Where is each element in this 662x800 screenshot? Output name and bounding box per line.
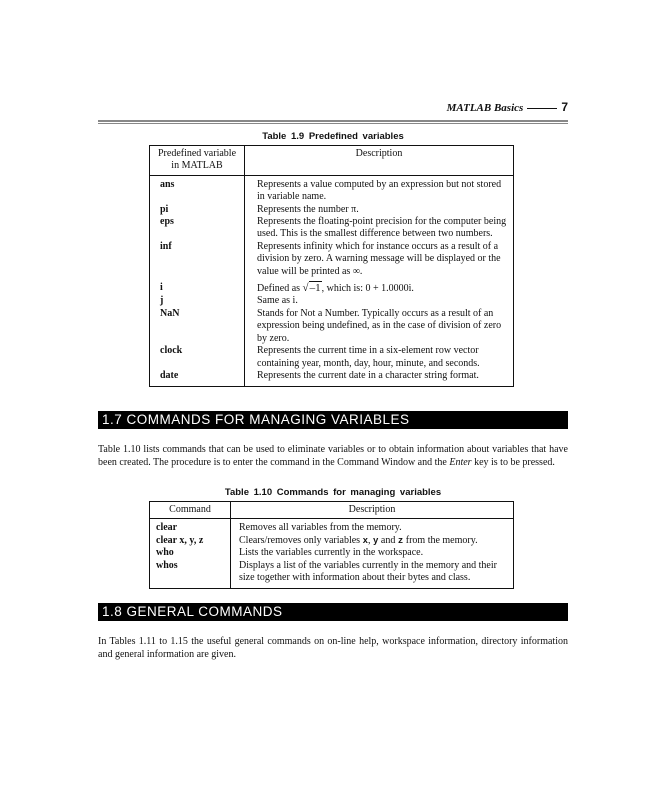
enter-key-emphasis: Enter xyxy=(449,457,472,468)
variable-description xyxy=(245,278,514,295)
radicand: –1 xyxy=(309,282,321,295)
page-number: 7 xyxy=(561,100,568,114)
variable-description: Represents infinity which for instance occurs as a result of a division by zero. A warning message will be displayed or the value will be printed as ∞. xyxy=(245,241,514,278)
var-z: z xyxy=(397,535,404,546)
header-rule xyxy=(98,120,568,124)
separator-comma: , xyxy=(367,534,371,546)
variable-name: date xyxy=(150,370,245,387)
table-row xyxy=(150,241,514,278)
table-row xyxy=(150,522,514,534)
command-name: who xyxy=(150,547,231,559)
square-root: √–1 xyxy=(302,282,321,295)
command-description: Displays a list of the variables currently in the memory and their size together with information about their bytes and class. xyxy=(231,560,514,589)
command-description: Removes all variables from the memory. xyxy=(231,522,514,534)
column-header-description: Description xyxy=(231,502,514,519)
table-managing-variables xyxy=(149,501,514,589)
variable-description: Represents the floating-point precision for the computer being used. This is the smallest difference between two numbers. xyxy=(245,216,514,241)
variable-description: Represents a value computed by an expression but not stored in variable name. xyxy=(245,179,514,204)
table-row xyxy=(150,295,514,307)
paragraph-text-end: key is to be pressed. xyxy=(474,457,555,468)
variable-description: Represents the current date in a character string format. xyxy=(245,370,514,387)
variable-description: Same as i. xyxy=(245,295,514,307)
variable-description: Stands for Not a Number. Typically occurs as a result of an expression being undefined, as in the case of division of zero by zero. xyxy=(245,308,514,345)
section-heading-1-8: 1.8 GENERAL COMMANDS xyxy=(98,603,568,621)
var-y: y xyxy=(372,535,379,546)
command-name: whos xyxy=(150,560,231,589)
separator-and: and xyxy=(380,534,396,546)
variable-name: eps xyxy=(150,216,245,241)
table-1-9-caption: Table 1.9 Predefined variables xyxy=(262,131,404,142)
command-name: clear xyxy=(150,522,231,534)
column-header-description: Description xyxy=(245,146,514,176)
variable-description: Represents the number π. xyxy=(245,204,514,216)
command-description: Lists the variables currently in the workspace. xyxy=(231,547,514,559)
section-1-7-paragraph xyxy=(98,443,568,469)
var-x: x xyxy=(362,535,368,546)
paragraph-text: Table 1.10 lists commands that can be used to eliminate variables or to obtain information about variables that have been created. The procedure is to enter the command in the Command Window and the xyxy=(98,444,568,468)
variable-name: NaN xyxy=(150,308,245,345)
table-predefined-variables xyxy=(149,145,514,387)
variable-name: i xyxy=(150,278,245,295)
command-name: clear x, y, z xyxy=(150,535,231,547)
variable-description: Represents the current time in a six-element row vector containing year, month, day, hour, minute, and seconds. xyxy=(245,345,514,370)
variable-name: ans xyxy=(150,179,245,204)
table-row xyxy=(150,216,514,241)
section-1-8-paragraph: In Tables 1.11 to 1.15 the useful general commands on on-line help, workspace information, directory information and general information are given. xyxy=(98,636,568,660)
running-head-title: MATLAB Basics xyxy=(446,102,524,114)
variable-name: pi xyxy=(150,204,245,216)
table-row xyxy=(150,204,514,216)
table-row xyxy=(150,370,514,387)
table-row xyxy=(150,560,514,589)
table-1-10-caption: Table 1.10 Commands for managing variables xyxy=(224,487,442,498)
table-row xyxy=(150,535,514,547)
running-head xyxy=(98,100,568,118)
table-row xyxy=(150,278,514,295)
table-row xyxy=(150,179,514,204)
column-header-variable: Predefined variable in MATLAB xyxy=(150,146,245,176)
table-row xyxy=(150,547,514,559)
table-row xyxy=(150,345,514,370)
variable-name: inf xyxy=(150,241,245,278)
column-header-command: Command xyxy=(150,502,231,519)
command-description xyxy=(231,535,514,547)
running-head-rule xyxy=(527,108,557,109)
desc-prefix: Clears/removes only variables xyxy=(239,534,361,546)
table-row xyxy=(150,308,514,345)
desc-suffix: , which is: 0 + 1.0000i. xyxy=(321,283,414,295)
variable-name: j xyxy=(150,295,245,307)
desc-suffix: from the memory. xyxy=(405,534,478,546)
desc-prefix: Defined as xyxy=(257,283,301,295)
variable-name: clock xyxy=(150,345,245,370)
section-heading-1-7: 1.7 COMMANDS FOR MANAGING VARIABLES xyxy=(98,411,568,429)
